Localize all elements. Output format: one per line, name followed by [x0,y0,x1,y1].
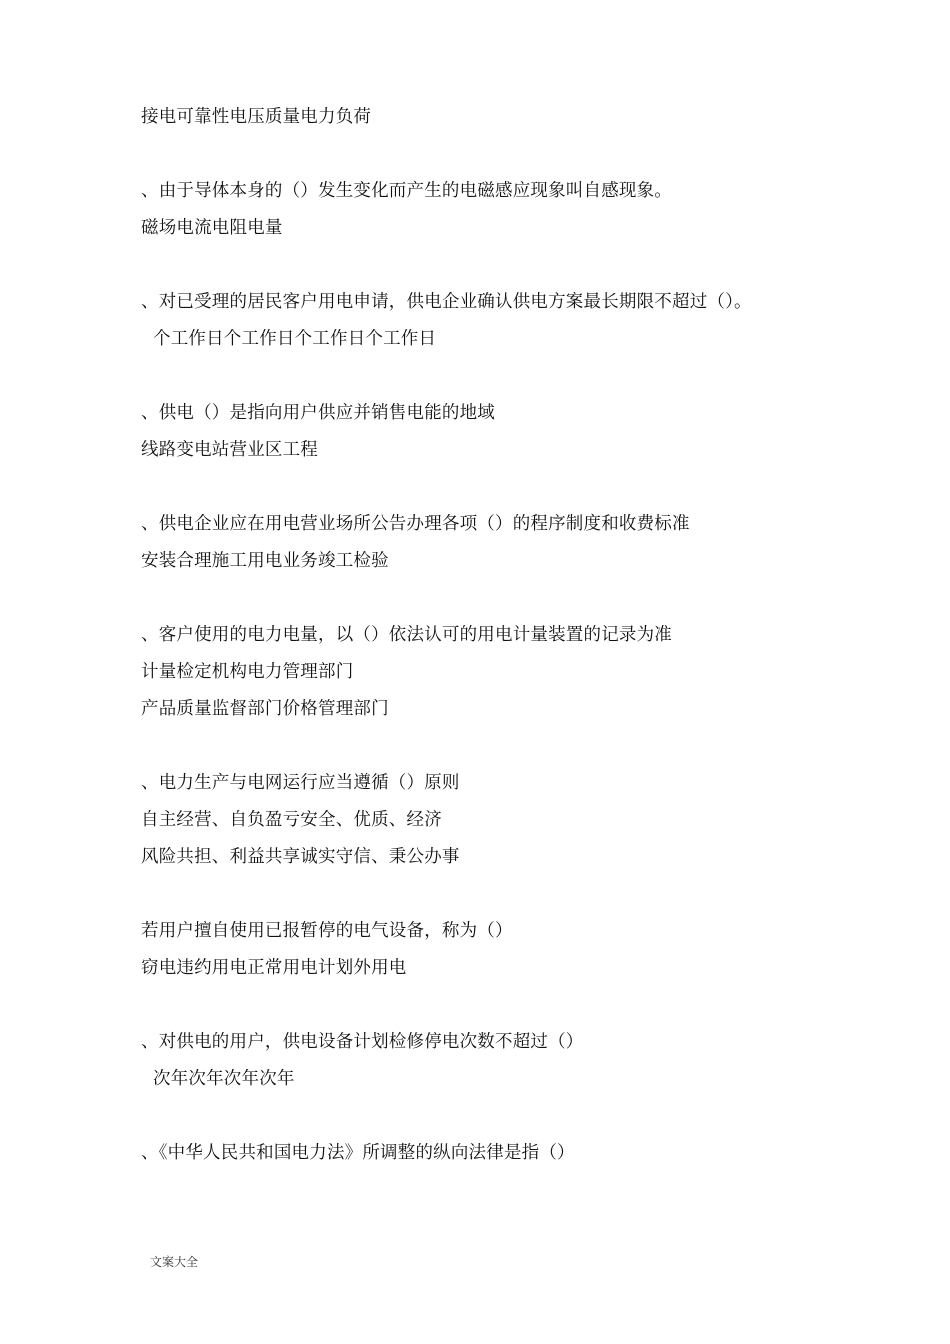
question-line: 、供电（）是指向用户供应并销售电能的地域 [141,403,495,423]
option-line: 次年次年次年次年 [153,1069,295,1089]
option-line: 个工作日个工作日个工作日个工作日 [153,329,437,349]
option-line: 窃电违约用电正常用电计划外用电 [141,958,407,978]
option-line: 风险共担、利益共享诚实守信、秉公办事 [141,847,460,867]
question-line: 、由于导体本身的（）发生变化而产生的电磁感应现象叫自感现象。 [141,181,672,201]
question-line: 、对供电的用户，供电设备计划检修停电次数不超过（） [141,1032,584,1052]
question-line: 、客户使用的电力电量，以（）依法认可的用电计量装置的记录为准 [141,625,672,645]
page-footer: 文案大全 [150,1255,199,1269]
option-line: 接电可靠性电压质量电力负荷 [141,107,372,127]
question-line: 、《中华人民共和国电力法》所调整的纵向法律是指（） [141,1143,575,1163]
question-line: 、供电企业应在用电营业场所公告办理各项（）的程序制度和收费标准 [141,514,690,534]
option-line: 安装合理施工用电业务竣工检验 [141,551,389,571]
option-line: 产品质量监督部门价格管理部门 [141,699,389,719]
option-line: 计量检定机构电力管理部门 [141,662,354,682]
option-line: 线路变电站营业区工程 [141,440,318,460]
question-line: 若用户擅自使用已报暂停的电气设备，称为（） [141,921,513,941]
option-line: 自主经营、自负盈亏安全、优质、经济 [141,810,442,830]
question-line: 、电力生产与电网运行应当遵循（）原则 [141,773,460,793]
question-line: 、对已受理的居民客户用电申请，供电企业确认供电方案最长期限不超过（）。 [141,292,752,312]
option-line: 磁场电流电阻电量 [141,218,283,238]
